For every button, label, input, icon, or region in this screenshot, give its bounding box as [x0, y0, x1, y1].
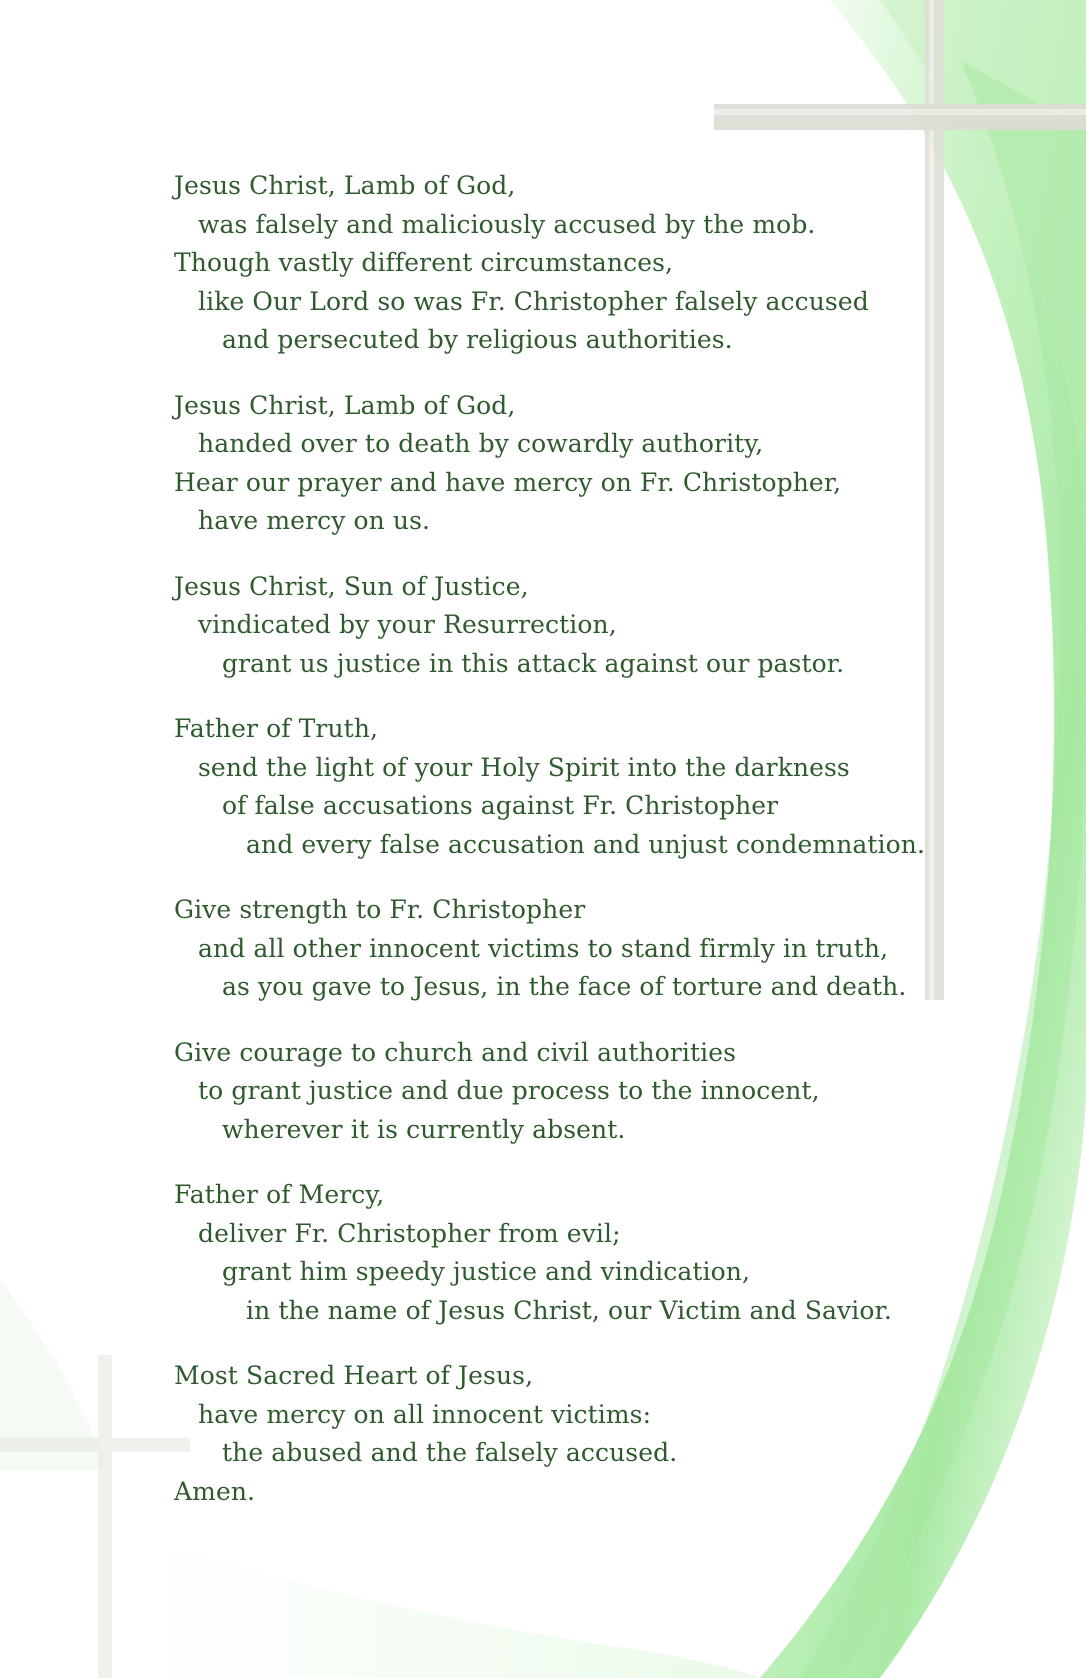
- prayer-stanza: [174, 1176, 1034, 1330]
- prayer-stanza: [174, 891, 1034, 1007]
- prayer-line: like Our Lord so was Fr. Christopher falsely accused: [198, 286, 869, 316]
- prayer-line: grant us justice in this attack against our pastor.: [222, 648, 845, 678]
- prayer-line: as you gave to Jesus, in the face of torture and death.: [222, 972, 907, 1001]
- prayer-stanza: [174, 710, 1034, 864]
- prayer-line: Hear our prayer and have mercy on Fr. Christopher,: [174, 467, 842, 497]
- prayer-line: the abused and the falsely accused.: [222, 1438, 678, 1467]
- prayer-line: send the light of your Holy Spirit into the darkness: [198, 752, 850, 782]
- prayer-line: Give courage to church and civil authorities: [174, 1037, 737, 1067]
- prayer-line: to grant justice and due process to the innocent,: [198, 1076, 820, 1105]
- prayer-line: and every false accusation and unjust condemnation.: [246, 829, 926, 859]
- prayer-line: wherever it is currently absent.: [222, 1114, 626, 1144]
- prayer-line: and persecuted by religious authorities.: [222, 325, 733, 354]
- prayer-stanza: [174, 167, 1034, 360]
- prayer-line: have mercy on all innocent victims:: [198, 1399, 652, 1429]
- prayer-stanza: [174, 1357, 1034, 1511]
- prayer-line: Most Sacred Heart of Jesus,: [174, 1361, 534, 1390]
- prayer-line: deliver Fr. Christopher from evil;: [198, 1218, 621, 1248]
- prayer-line: Amen.: [174, 1476, 256, 1506]
- prayer-line: of false accusations against Fr. Christopher: [222, 791, 779, 820]
- prayer-line: Jesus Christ, Lamb of God,: [174, 390, 516, 420]
- prayer-line: vindicated by your Resurrection,: [198, 610, 617, 639]
- prayer-line: grant him speedy justice and vindication,: [222, 1257, 750, 1286]
- prayer-line: Jesus Christ, Sun of Justice,: [174, 571, 529, 601]
- prayer-stanza: [174, 1034, 1034, 1150]
- prayer-line: Give strength to Fr. Christopher: [174, 895, 586, 924]
- prayer-line: and all other innocent victims to stand firmly in truth,: [198, 933, 889, 963]
- prayer-line: Though vastly different circumstances,: [174, 248, 674, 277]
- prayer-line: have mercy on us.: [198, 506, 431, 535]
- prayer-line: in the name of Jesus Christ, our Victim and Savior.: [246, 1295, 892, 1325]
- prayer-line: Jesus Christ, Lamb of God,: [174, 171, 516, 200]
- prayer-text: [174, 167, 1034, 1538]
- prayer-stanza: [174, 568, 1034, 684]
- prayer-line: Father of Truth,: [174, 714, 379, 743]
- prayer-line: Father of Mercy,: [174, 1180, 385, 1209]
- prayer-line: handed over to death by cowardly authority,: [198, 429, 764, 458]
- prayer-stanza: [174, 387, 1034, 541]
- prayer-line: was falsely and maliciously accused by the mob.: [198, 209, 816, 239]
